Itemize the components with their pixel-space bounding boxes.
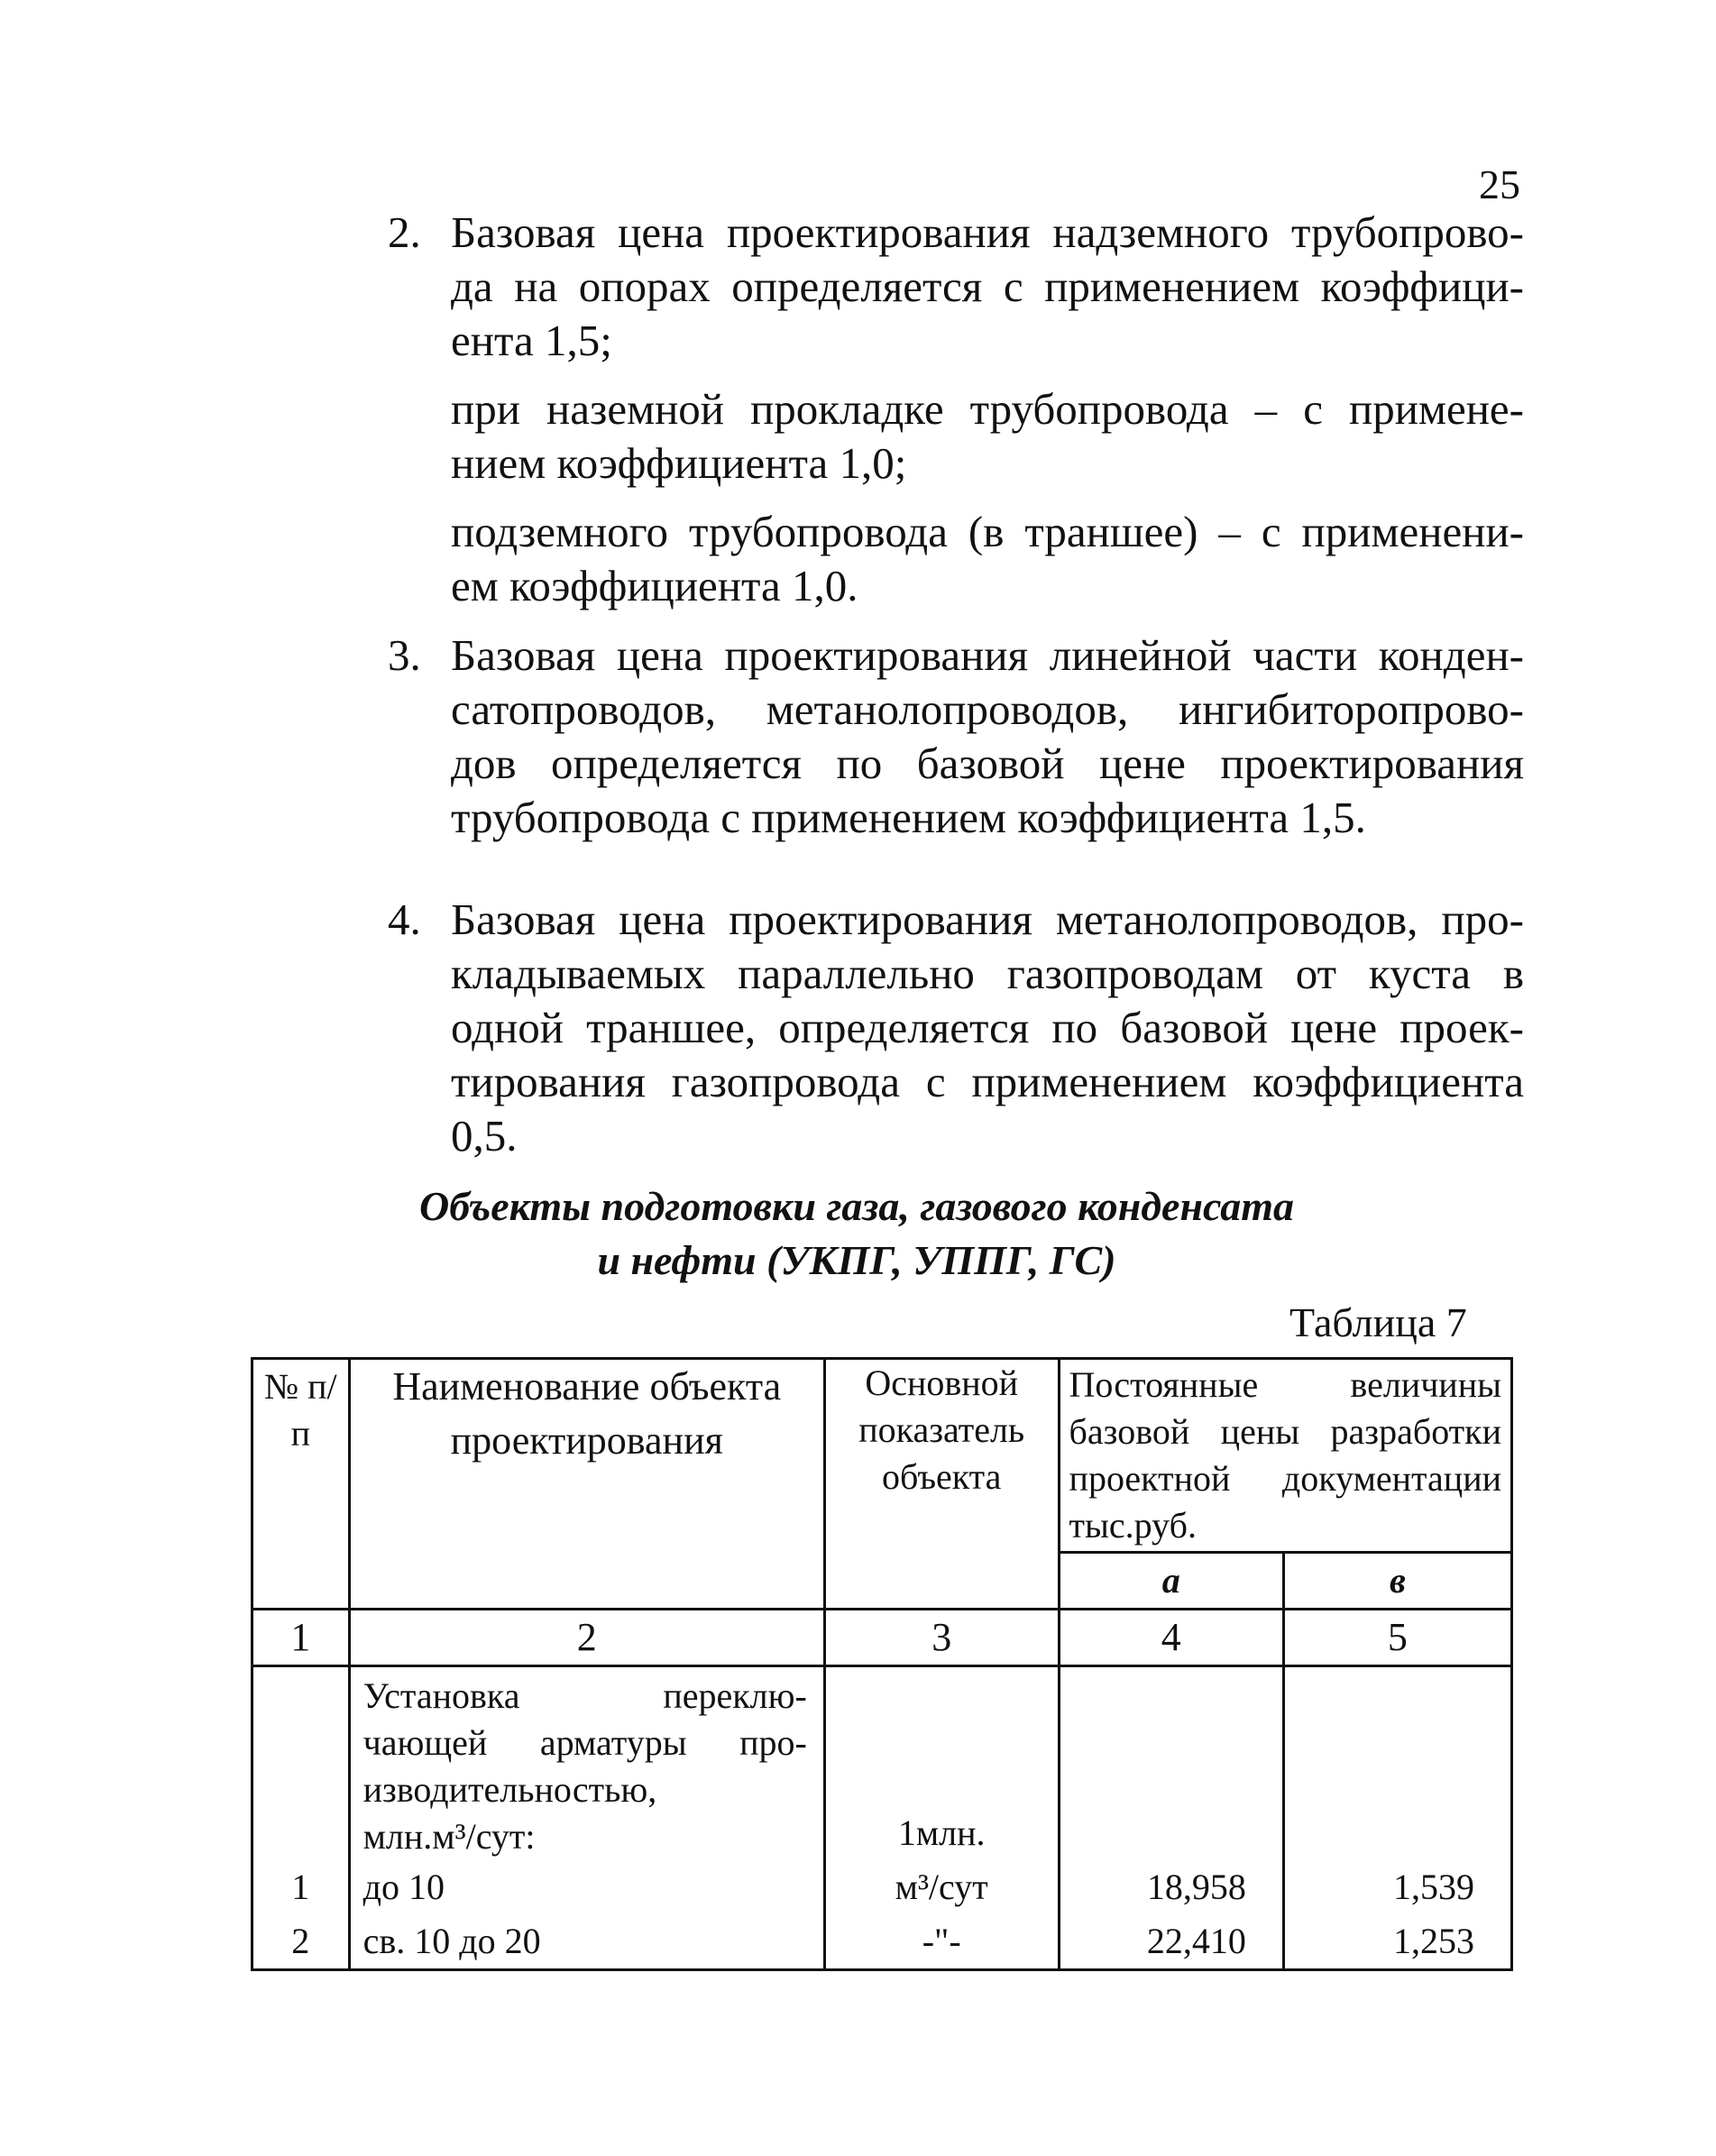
- row-name: св. 10 до 20: [349, 1914, 824, 1970]
- item-line: ента 1,5;: [451, 316, 612, 365]
- group-indicator: 1млн.: [824, 1666, 1059, 1861]
- group-desc-line: Установка переклю-: [362, 1675, 807, 1716]
- row-indicator: -"-: [824, 1914, 1059, 1970]
- section-heading-line-1: Объекты подготовки газа, газового конденсата: [418, 1183, 1295, 1229]
- item-line: подземного трубопровода (в траншее) – с применени-: [451, 507, 1524, 556]
- item-line: кладываемых параллельно газопроводам от куста в: [451, 949, 1524, 998]
- table-label: Таблица 7: [1289, 1299, 1467, 1345]
- row-indicator: м³/сут: [824, 1860, 1059, 1914]
- table-row: [252, 1914, 1512, 1970]
- row-value-b: 1,539: [1283, 1860, 1511, 1914]
- section-heading-line-2: и нефти (УКПГ, УППГ, ГС): [597, 1237, 1116, 1283]
- item-line: Базовая цена проектирования метанолопроводов, про-: [451, 895, 1524, 944]
- item-line: при наземной прокладке трубопровода – с примене-: [451, 384, 1524, 434]
- item-line: ем коэффициента 1,0.: [451, 561, 858, 610]
- page-number: 25: [1479, 161, 1520, 207]
- header-name: Наименование объекта проектирования: [349, 1359, 824, 1610]
- table-7: [251, 1357, 1513, 1971]
- group-desc-line: млн.м³/сут:: [362, 1816, 536, 1857]
- item-line: сатопроводов, метанолопроводов, ингибиторопрово-: [451, 684, 1524, 734]
- row-value-a: 18,958: [1059, 1860, 1283, 1914]
- row-value-b: 1,253: [1283, 1914, 1511, 1970]
- item-number: 4.: [388, 895, 421, 944]
- item-line: Базовая цена проектирования надземного трубопрово-: [451, 207, 1524, 257]
- item-number: 3.: [388, 630, 421, 680]
- item-number: 2.: [388, 207, 421, 257]
- column-number: 2: [349, 1610, 824, 1666]
- column-number: 3: [824, 1610, 1059, 1666]
- header-a: а: [1059, 1553, 1283, 1610]
- paragraph-item-4: [388, 893, 1524, 1163]
- row-value-a: 22,410: [1059, 1914, 1283, 1970]
- column-number: 5: [1283, 1610, 1511, 1666]
- item-line: Базовая цена проектирования линейной части конден-: [451, 630, 1524, 680]
- row-name: до 10: [349, 1860, 824, 1914]
- header-indicator: Основной показатель объекта: [824, 1359, 1059, 1610]
- group-desc-line: изводительностью,: [362, 1769, 657, 1810]
- paragraph-item-2: [388, 206, 1524, 613]
- group-desc-line: чающей арматуры про-: [362, 1722, 807, 1763]
- row-num: 1: [252, 1860, 350, 1914]
- header-num: № п/п: [252, 1359, 350, 1610]
- item-line: тирования газопровода с применением коэффициента: [451, 1057, 1524, 1106]
- column-number: 4: [1059, 1610, 1283, 1666]
- group-row: [252, 1666, 1512, 1861]
- row-num: 2: [252, 1914, 350, 1970]
- paragraph-item-3: [388, 628, 1524, 845]
- group-description: [349, 1666, 824, 1861]
- item-line: да на опорах определяется с применением коэффици-: [451, 261, 1524, 311]
- table-header-row: [252, 1359, 1512, 1553]
- header-b: в: [1283, 1553, 1511, 1610]
- table-row: [252, 1860, 1512, 1914]
- item-line: 0,5.: [451, 1111, 518, 1161]
- column-number: 1: [252, 1610, 350, 1666]
- item-line: нием коэффициента 1,0;: [451, 438, 907, 488]
- column-number-row: [252, 1610, 1512, 1666]
- item-line: одной траншее, определяется по базовой цене проек-: [451, 1003, 1524, 1052]
- item-line: дов определяется по базовой цене проектирования: [451, 739, 1524, 788]
- item-line: трубопровода с применением коэффициента 1,5.: [451, 793, 1366, 842]
- header-constants: Постоянные величины базовой цены разработки проектной документации тыс.руб.: [1059, 1359, 1511, 1553]
